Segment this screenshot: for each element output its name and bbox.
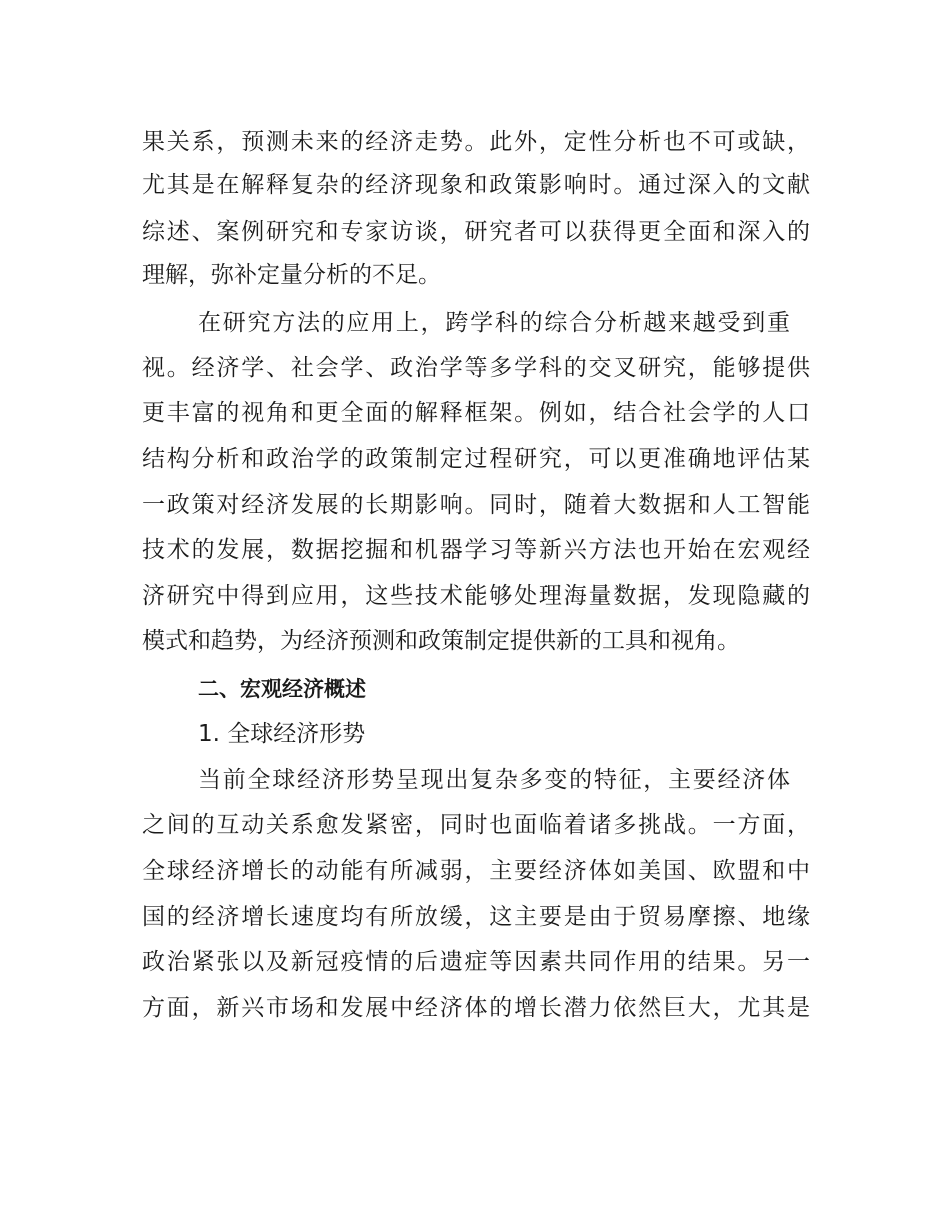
line-text: 模式和趋势，为经济预测和政策制定提供新的工具和视角。 (142, 628, 740, 654)
line-text: 技术的发展，数据挖掘和机器学习等新兴方法也开始在宏观经 (142, 537, 810, 563)
line-text: 更丰富的视角和更全面的解释框架。例如，结合社会学的人口 (142, 400, 810, 426)
line-text: 国的经济增长速度均有所放缓，这主要是由于贸易摩擦、地缘 (142, 904, 810, 930)
section-heading (0, 669, 950, 709)
line-text: 理解，弥补定量分析的不足。 (142, 262, 441, 288)
paragraph-line (0, 122, 950, 162)
paragraph-line (0, 851, 950, 891)
paragraph-line (0, 621, 950, 661)
paragraph-line (0, 530, 950, 570)
paragraph-line (0, 942, 950, 982)
line-text: 之间的互动关系愈发紧密，同时也面临着诸多挑战。一方面， (142, 812, 810, 838)
line-text: 济研究中得到应用，这些技术能够处理海量数据，发现隐藏的 (142, 583, 810, 609)
paragraph-line (0, 348, 950, 388)
paragraph-line (0, 576, 950, 616)
subheading-text: 1. 全球经济形势 (198, 721, 366, 747)
paragraph-line (0, 165, 950, 205)
paragraph-line (0, 303, 950, 343)
paragraph-line (0, 393, 950, 433)
line-text: 综述、案例研究和专家访谈，研究者可以获得更全面和深入的 (142, 219, 810, 245)
line-text: 方面，新兴市场和发展中经济体的增长潜力依然巨大，尤其是 (142, 995, 810, 1021)
paragraph-line (0, 485, 950, 525)
paragraph-line (0, 255, 950, 295)
paragraph-line (0, 439, 950, 479)
paragraph-line (0, 805, 950, 845)
line-text: 尤其是在解释复杂的经济现象和政策影响时。通过深入的文献 (142, 172, 810, 198)
paragraph-line (0, 988, 950, 1028)
line-text: 果关系，预测未来的经济走势。此外，定性分析也不可或缺， (142, 129, 810, 155)
line-text: 一政策对经济发展的长期影响。同时，随着大数据和人工智能 (142, 492, 810, 518)
line-text: 政治紧张以及新冠疫情的后遗症等因素共同作用的结果。另一 (142, 949, 810, 975)
line-text: 当前全球经济形势呈现出复杂多变的特征，主要经济体 (198, 767, 790, 793)
heading-text: 二、宏观经济概述 (198, 677, 366, 701)
line-text: 在研究方法的应用上，跨学科的综合分析越来越受到重 (198, 310, 790, 336)
line-text: 全球经济增长的动能有所减弱，主要经济体如美国、欧盟和中 (142, 858, 810, 884)
paragraph-line (0, 212, 950, 252)
paragraph-line (0, 897, 950, 937)
subsection-heading (0, 714, 950, 754)
line-text: 结构分析和政治学的政策制定过程研究，可以更准确地评估某 (142, 446, 810, 472)
paragraph-line (0, 760, 950, 800)
line-text: 视。经济学、社会学、政治学等多学科的交叉研究，能够提供 (142, 355, 810, 381)
